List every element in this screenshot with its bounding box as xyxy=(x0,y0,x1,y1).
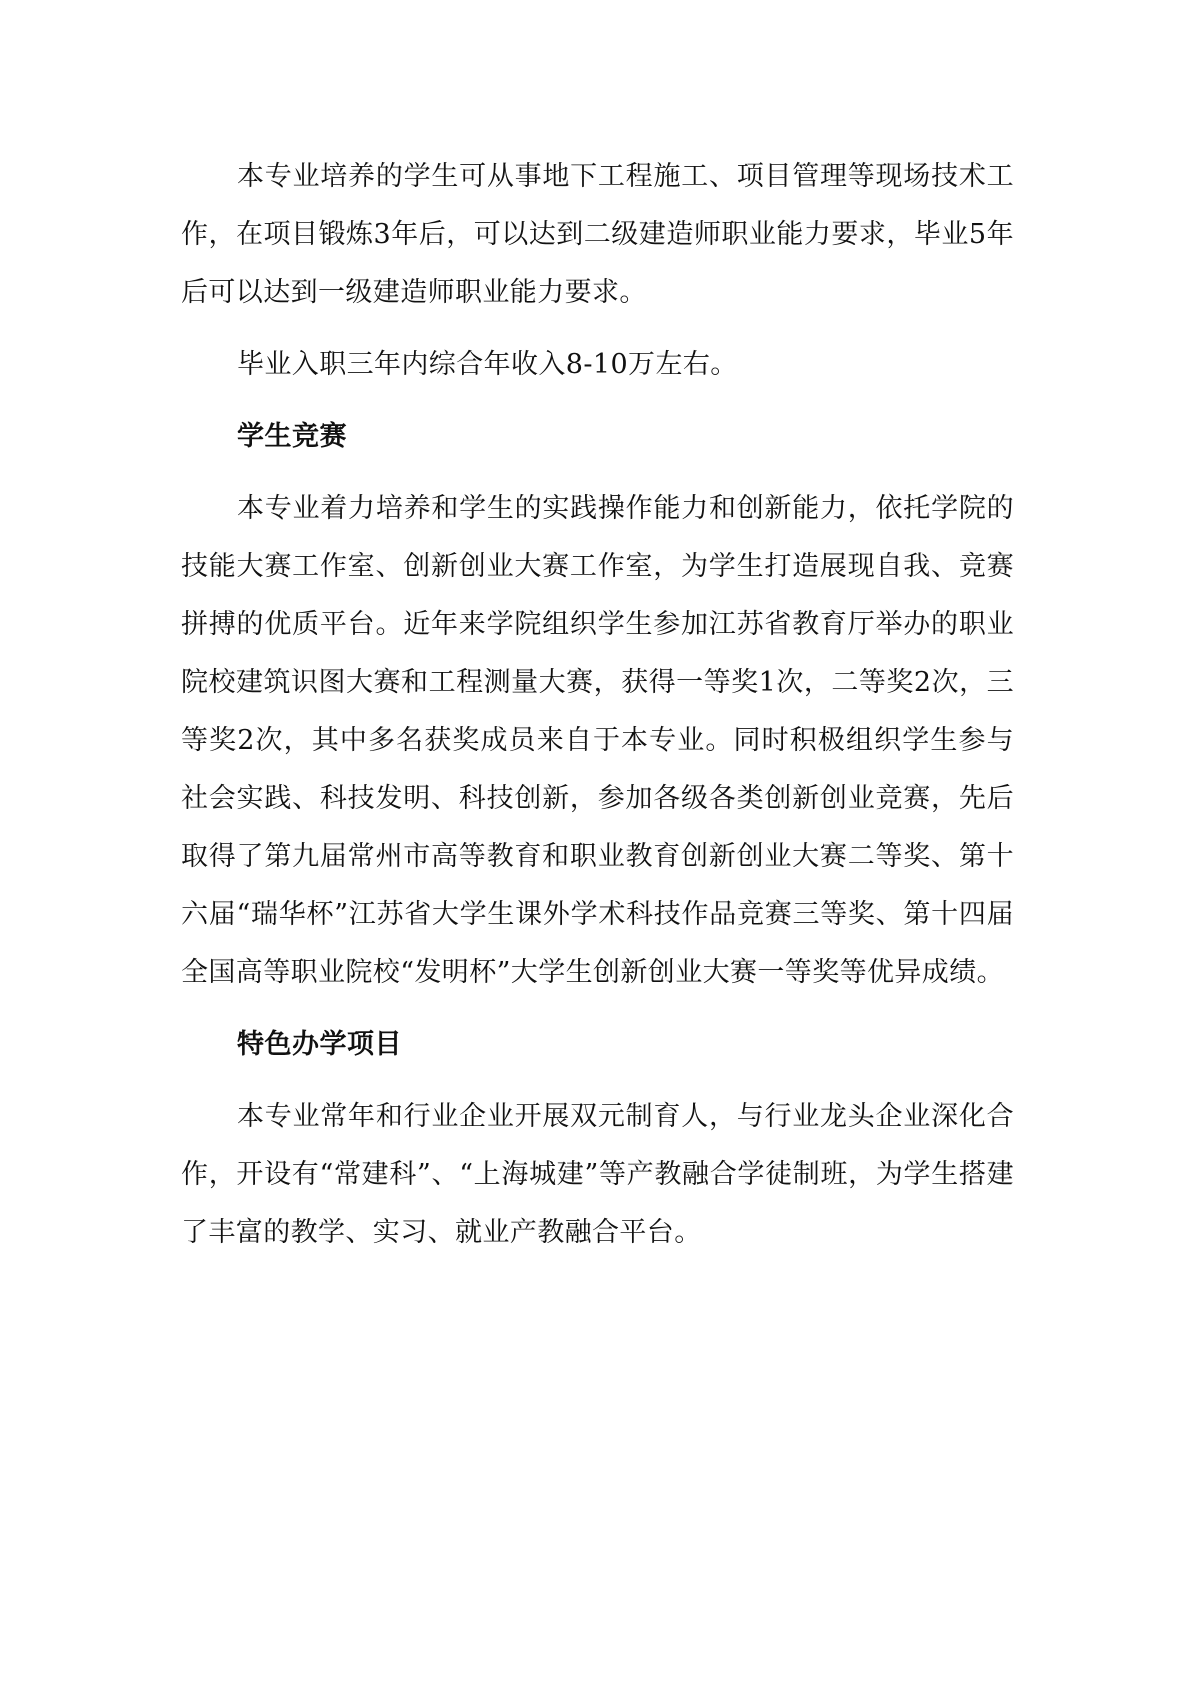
competition-heading: 学生竞赛 xyxy=(237,421,347,452)
program-paragraph: 本专业常年和行业企业开展双元制育人，与行业龙头企业深化合作，开设有“常建科”、“上海城建”等产教融合学徒制班，为学生搭建了丰富的教学、实习、就业产教融合平台。 xyxy=(181,1101,1014,1248)
career-paragraph: 本专业培养的学生可从事地下工程施工、项目管理等现场技术工作，在项目锻炼3年后，可以达到二级建造师职业能力要求，毕业5年后可以达到一级建造师职业能力要求。 xyxy=(181,161,1014,308)
paragraph-gap xyxy=(181,466,1014,480)
paragraph-gap xyxy=(181,322,1014,336)
paragraph-gap xyxy=(181,394,1014,408)
competition-paragraph: 本专业着力培养和学生的实践操作能力和创新能力，依托学院的技能大赛工作室、创新创业大赛工作室，为学生打造展现自我、竞赛拼搏的优质平台。近年来学院组织学生参加江苏省教育厅举办的职业院校建筑识图大赛和工程测量大赛，获得一等奖1次，二等奖2次，三等奖2次，其中多名获奖成员来自于本专业。同时积极组织学生参与社会实践、科技发明、科技创新，参加各级各类创新创业竞赛，先后取得了第九届常州市高等教育和职业教育创新创业大赛二等奖、第十六届“瑞华杯”江苏省大学生课外学术科技作品竞赛三等奖、第十四届全国高等职业院校“发明杯”大学生创新创业大赛一等奖等优异成绩。 xyxy=(181,493,1014,988)
paragraph-gap xyxy=(181,1002,1014,1016)
document-body xyxy=(181,148,1014,1262)
program-heading: 特色办学项目 xyxy=(237,1029,402,1060)
income-paragraph: 毕业入职三年内综合年收入8-10万左右。 xyxy=(237,349,738,380)
paragraph-gap xyxy=(181,1074,1014,1088)
